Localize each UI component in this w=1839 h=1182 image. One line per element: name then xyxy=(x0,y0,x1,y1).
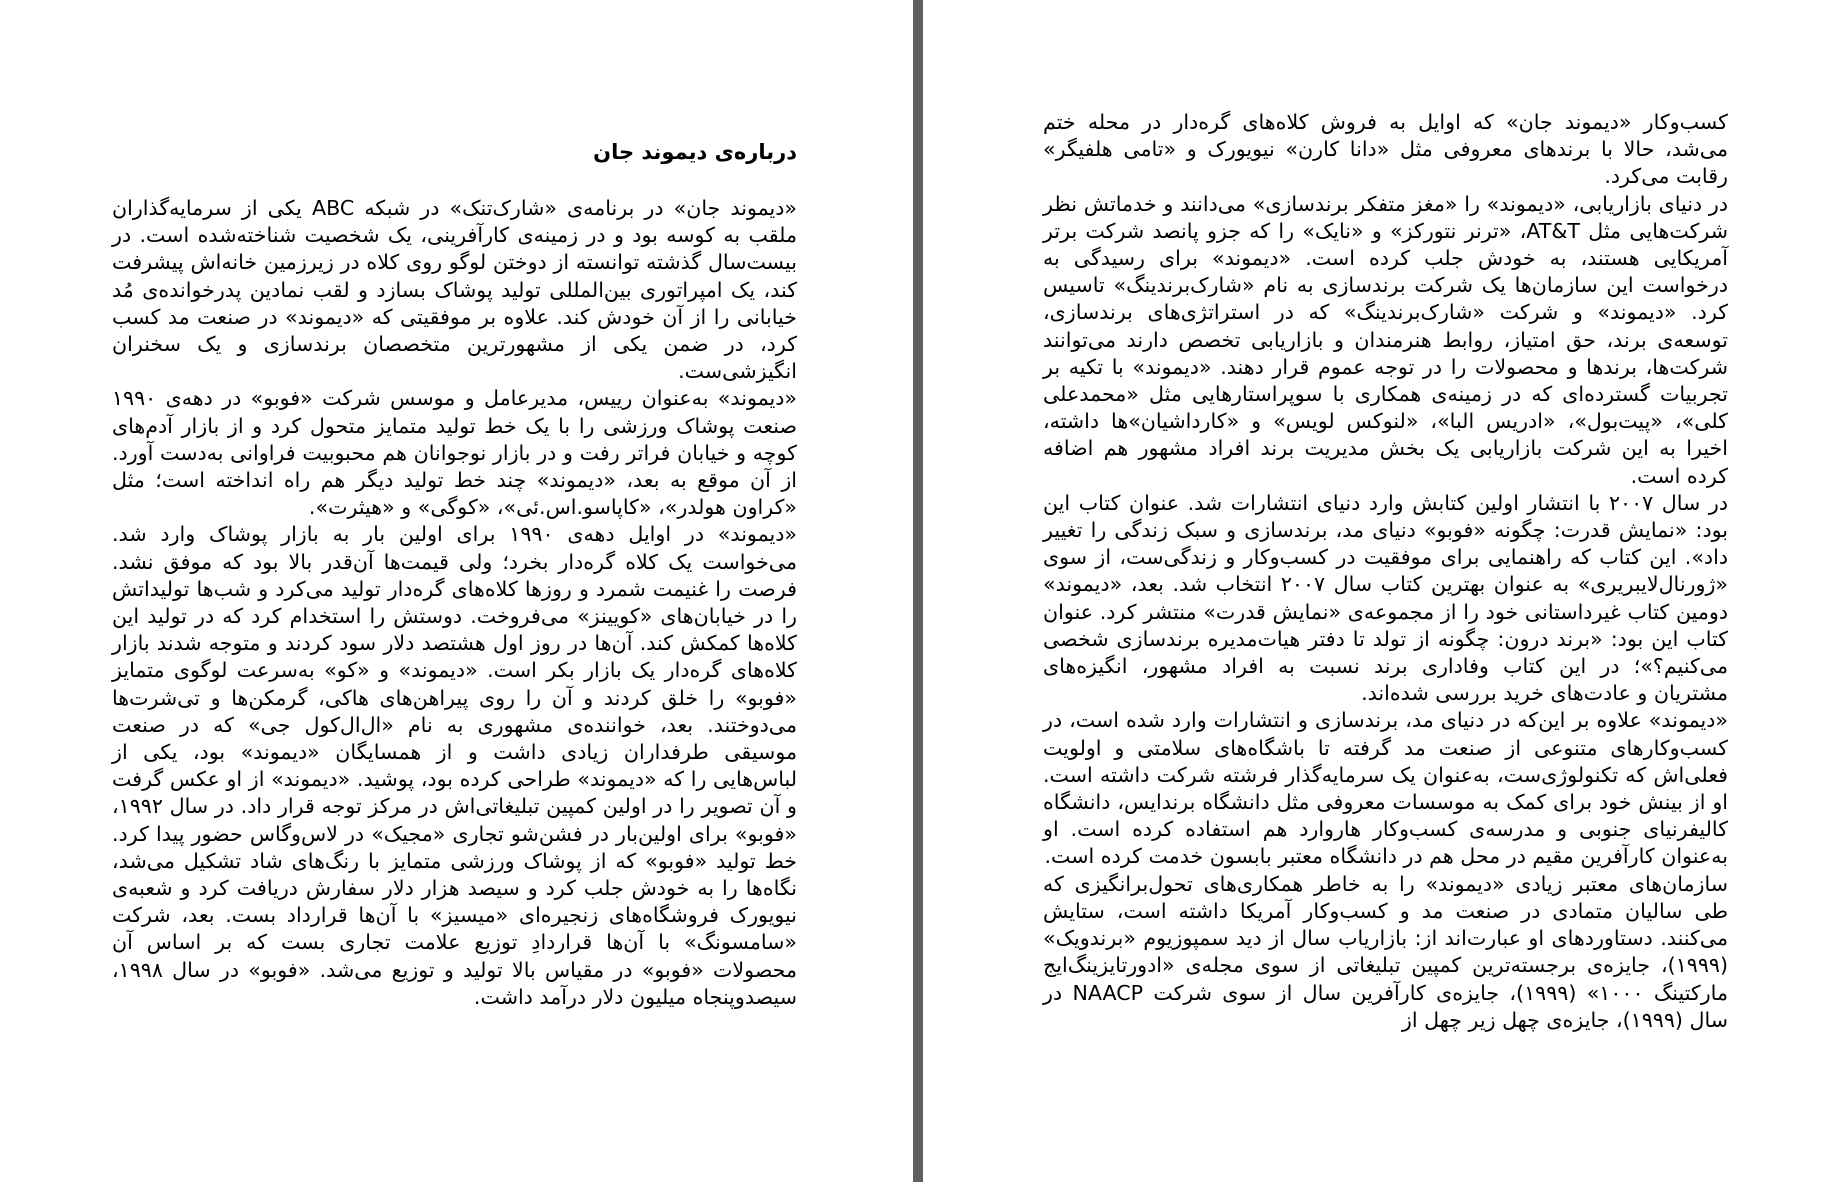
left-text-body xyxy=(112,195,797,1011)
paragraph: در دنیای بازاریابی، «دیموند» را «مغز متفکر برندسازی» می‌دانند و خدماتش نظر شرکت‌هایی مثل AT&T، «ترنر نتورکز» و «نایک» را که جزو پانصد شرکت برتر آمریکایی هستند، به خودش جلب کرده است. «دیموند» برای رسیدگی به درخواست این سازمان‌ها یک شرکت برندسازی به نام «شارک‌برندینگ» تاسیس کرد. «دیموند» و شرکت «شارک‌برندینگ» که در استراتژی‌های برندسازی، توسعه‌ی برند، حق امتیاز، روابط هنرمندان و بازاریابی تخصص دارند می‌توانند شرکت‌ها، برندها و محصولات را در توجه عموم قرار دهند. «دیموند» با تکیه بر تجربیات گسترده‌ای که در زمینه‌ی همکاری با سوپراستارهایی مثل «محمدعلی کلی»، «پیت‌بول»، «ادریس البا»، «لنوکس لویس» و «کارداشیان»ها داشته، اخیرا به این شرکت بازاریابی یک بخش مدیریت برند افراد مشهور هم اضافه کرده است. xyxy=(1043,191,1729,488)
paragraph: «دیموند» به‌عنوان رییس، مدیرعامل و موسس شرکت «فوبو» در دهه‌ی ۱۹۹۰ صنعت پوشاک ورزشی را با یک خط تولید متمایز متحول کرد و از بازار آدم‌های کوچه و خیابان فراتر رفت و در بازار نوجوانان هم محبوبیت فراوانی به‌دست آورد. از آن موقع به بعد، «دیموند» چند خط تولید دیگر هم راه انداخته است؛ مثل «کراون هولدر»، «کاپاسو.اس.ئی»، «کوگی» و «هیثرت». xyxy=(112,386,797,520)
right-page xyxy=(923,0,1839,1182)
paragraph: «دیموند جان» در برنامه‌ی «شارک‌تنک» در شبکه ABC یکی از سرمایه‌گذاران ملقب به کوسه بود و در زمینه‌ی کارآفرینی، یک شخصیت شناخته‌شده است. در بیست‌سال گذشته توانسته از دوختن لوگو روی کلاه در زیرزمین خانه‌اش پیشرفت کند، یک امپراتوری بین‌المللی تولید پوشاک بسازد و لقب نمادین پدرخوانده‌ی مُد خیابانی را از آن خودش کند. علاوه بر موفقیتی که «دیموند» در صنعت مد کسب کرد، در ضمن یکی از مشهورترین متخصصان برندسازی و یک سخنران انگیزشی‌ست. xyxy=(112,196,797,384)
paragraph: در سال ۲۰۰۷ با انتشار اولین کتابش وارد دنیای انتشارات شد. عنوان کتاب این بود: «نمایش قدرت: چگونه «فوبو» دنیای مد، برندسازی و سبک زندگی را تغییر داد». این کتاب که راهنمایی برای موفقیت در کسب‌وکار و زندگی‌ست، از سوی «ژورنال‌لایبریری» به عنوان بهترین کتاب سال ۲۰۰۷ انتخاب شد. بعد، «دیموند» دومین کتاب غیرداستانی خود را از مجموعه‌ی «نمایش قدرت» منتشر کرد. عنوان کتاب این بود: «برند درون: چگونه از تولد تا دفتر هیات‌مدیره برندسازی شخصی می‌کنیم؟»؛ در این کتاب وفاداری برند نسبت به افراد مشهور، انگیزه‌های مشتریان و عادت‌های خرید بررسی شده‌اند. xyxy=(1043,490,1729,706)
paragraph: کسب‌وکار «دیموند جان» که اوایل به فروش کلاه‌های گره‌دار در محله ختم می‌شد، حالا با برندهای معروفی مثل «دانا کارن» نیویورک و «تامی هلفیگر» رقابت می‌کرد. xyxy=(1043,110,1728,189)
page-divider xyxy=(913,0,923,1182)
left-page xyxy=(0,0,913,1182)
right-text-body xyxy=(1043,109,1728,1034)
page-title: درباره‌ی دیموند جان xyxy=(593,140,797,164)
paragraph: «دیموند» در اوایل دهه‌ی ۱۹۹۰ برای اولین بار به بازار پوشاک وارد شد. می‌خواست یک کلاه گره‌دار بخرد؛ ولی قیمت‌ها آن‌قدر بالا بود که موفق نشد. فرصت را غنیمت شمرد و روزها کلاه‌های گره‌دار تولید می‌کرد و شب‌ها تولیداتش را در خیابان‌های «کویینز» می‌فروخت. دوستش را استخدام کرد که در تولید این کلاه‌ها کمکش کند. آن‌ها در روز اول هشتصد دلار سود کردند و متوجه شدند بازار کلاه‌های گره‌دار یک بازار بکر است. «دیموند» و «کو» به‌سرعت لوگوی متمایز «فوبو» را خلق کردند و آن را روی پیراهن‌های هاکی، گرمکن‌ها و تی‌شرت‌ها می‌دوختند. بعد، خواننده‌ی مشهوری به نام «ال‌ال‌کول جی» که در صنعت موسیقی طرفداران زیادی داشت و از همسایگان «دیموند» بود، یکی از لباس‌هایی را که «دیموند» طراحی کرده بود، پوشید. «دیموند» از او عکس گرفت و آن تصویر را در اولین کمپین تبلیغاتی‌اش در مرکز توجه قرار داد. در سال ۱۹۹۲، «فوبو» برای اولین‌بار در فشن‌شو تجاری «مجیک» در لاس‌وگاس حضور پیدا کرد. خط تولید «فوبو» که از پوشاک ورزشی متمایز با رنگ‌های شاد تشکیل می‌شد، نگاه‌ها را به خودش جلب کرد و سیصد هزار دلار سفارش دریافت کرد و شعبه‌ی نیویورک فروشگاه‌های زنجیره‌ای «میسیز» با آن‌ها قرارداد بست. بعد، شرکت «سامسونگ» با آن‌ها قراردادِ توزیع علامت تجاری بست که بر اساس آن محصولات «فوبو» در مقیاس بالا تولید و توزیع می‌شد. «فوبو» در سال ۱۹۹۸، سیصدوپنجاه میلیون دلار درآمد داشت. xyxy=(112,522,797,1009)
paragraph: «دیموند» علاوه بر این‌که در دنیای مد، برندسازی و انتشارات وارد شده است، در کسب‌وکارهای متنوعی از صنعت مد گرفته تا باشگاه‌های سلامتی و اولویت فعلی‌اش که تکنولوژی‌ست، به‌عنوان یک سرمایه‌گذار فرشته شرکت داشته است. او از بینش خود برای کمک به موسسات معروفی مثل دانشگاه برندایس، دانشگاه کالیفرنیای جنوبی و مدرسه‌ی کسب‌وکار هاروارد هم استفاده کرده است. او به‌عنوان کارآفرین مقیم در محل هم در دانشگاه معتبر بابسون خدمت کرده است. xyxy=(1043,708,1728,869)
paragraph: سازمان‌های معتبر زیادی «دیموند» را به خاطر همکاری‌های تحول‌برانگیزی که طی سالیان متمادی در صنعت مد و کسب‌وکار آمریکا داشته است، ستایش می‌کنند. دستاوردهای او عبارت‌اند از: بازاریاب سال از دید سمپوزیوم «برندویک» (۱۹۹۹)، جایزه‌ی برجسته‌ترین کمپین تبلیغاتی از سوی مجله‌ی «ادورتایزینگ‌ایج مارکتینگ ۱۰۰۰» (۱۹۹۹)، جایزه‌ی کارآفرین سال از سوی شرکت NAACP در سال (۱۹۹۹)، جایزه‌ی چهل زیر چهل از xyxy=(1043,871,1728,1032)
